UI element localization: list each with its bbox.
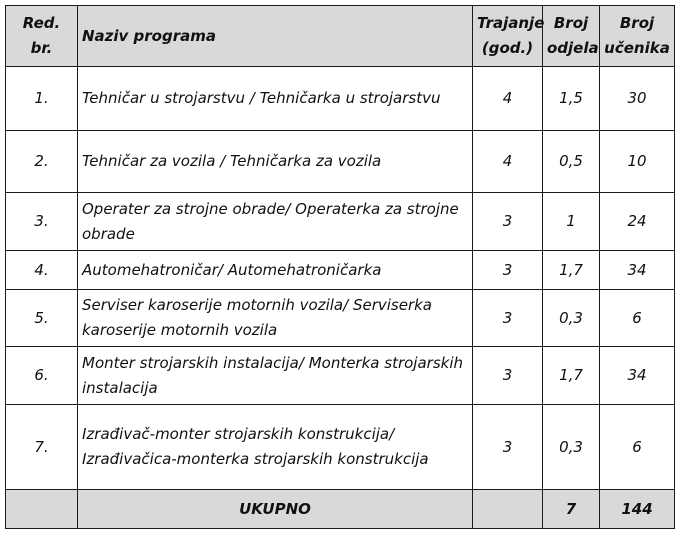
- table-row: [6, 405, 675, 490]
- total-odjela: 7: [543, 490, 600, 529]
- table-row: [6, 347, 675, 405]
- table-row: [6, 67, 675, 131]
- row-number: 7.: [6, 405, 78, 490]
- trajanje-value: 3: [473, 405, 543, 490]
- trajanje-value: 3: [473, 193, 543, 251]
- table-header-row: [6, 6, 675, 67]
- table-row: [6, 131, 675, 193]
- total-ucenika: 144: [600, 490, 675, 529]
- table-row: [6, 251, 675, 290]
- odjela-value: 1,5: [543, 67, 600, 131]
- ucenika-value: 10: [600, 131, 675, 193]
- total-empty-cell: [6, 490, 78, 529]
- trajanje-value: 4: [473, 67, 543, 131]
- odjela-value: 1,7: [543, 347, 600, 405]
- trajanje-value: 3: [473, 290, 543, 347]
- ucenika-value: 24: [600, 193, 675, 251]
- program-name: Serviser karoserije motornih vozila/ Serviserka karoserije motornih vozila: [78, 290, 473, 347]
- row-number: 4.: [6, 251, 78, 290]
- program-table: [5, 5, 675, 529]
- odjela-value: 0,5: [543, 131, 600, 193]
- row-number: 5.: [6, 290, 78, 347]
- header-broj-odjela: Broj odjela: [543, 6, 600, 67]
- header-broj-ucenika: Broj učenika: [600, 6, 675, 67]
- total-empty-cell: [473, 490, 543, 529]
- odjela-value: 0,3: [543, 290, 600, 347]
- odjela-value: 0,3: [543, 405, 600, 490]
- header-trajanje: Trajanje (god.): [473, 6, 543, 67]
- program-name: Tehničar za vozila / Tehničarka za vozila: [78, 131, 473, 193]
- trajanje-value: 3: [473, 347, 543, 405]
- row-number: 1.: [6, 67, 78, 131]
- row-number: 6.: [6, 347, 78, 405]
- odjela-value: 1: [543, 193, 600, 251]
- ucenika-value: 6: [600, 405, 675, 490]
- trajanje-value: 4: [473, 131, 543, 193]
- header-red-br: Red. br.: [6, 6, 78, 67]
- trajanje-value: 3: [473, 251, 543, 290]
- ucenika-value: 30: [600, 67, 675, 131]
- table-row: [6, 193, 675, 251]
- row-number: 2.: [6, 131, 78, 193]
- ucenika-value: 34: [600, 251, 675, 290]
- total-row: [6, 490, 675, 529]
- program-name: Monter strojarskih instalacija/ Monterka strojarskih instalacija: [78, 347, 473, 405]
- ucenika-value: 6: [600, 290, 675, 347]
- table-row: [6, 290, 675, 347]
- program-table-container: [5, 5, 675, 529]
- total-label: UKUPNO: [78, 490, 473, 529]
- program-name: Izrađivač-monter strojarskih konstrukcija/ Izrađivačica-monterka strojarskih konstrukcija: [78, 405, 473, 490]
- row-number: 3.: [6, 193, 78, 251]
- ucenika-value: 34: [600, 347, 675, 405]
- program-name: Operater za strojne obrade/ Operaterka za strojne obrade: [78, 193, 473, 251]
- header-naziv-programa: Naziv programa: [78, 6, 473, 67]
- odjela-value: 1,7: [543, 251, 600, 290]
- program-name: Automehatroničar/ Automehatroničarka: [78, 251, 473, 290]
- program-name: Tehničar u strojarstvu / Tehničarka u strojarstvu: [78, 67, 473, 131]
